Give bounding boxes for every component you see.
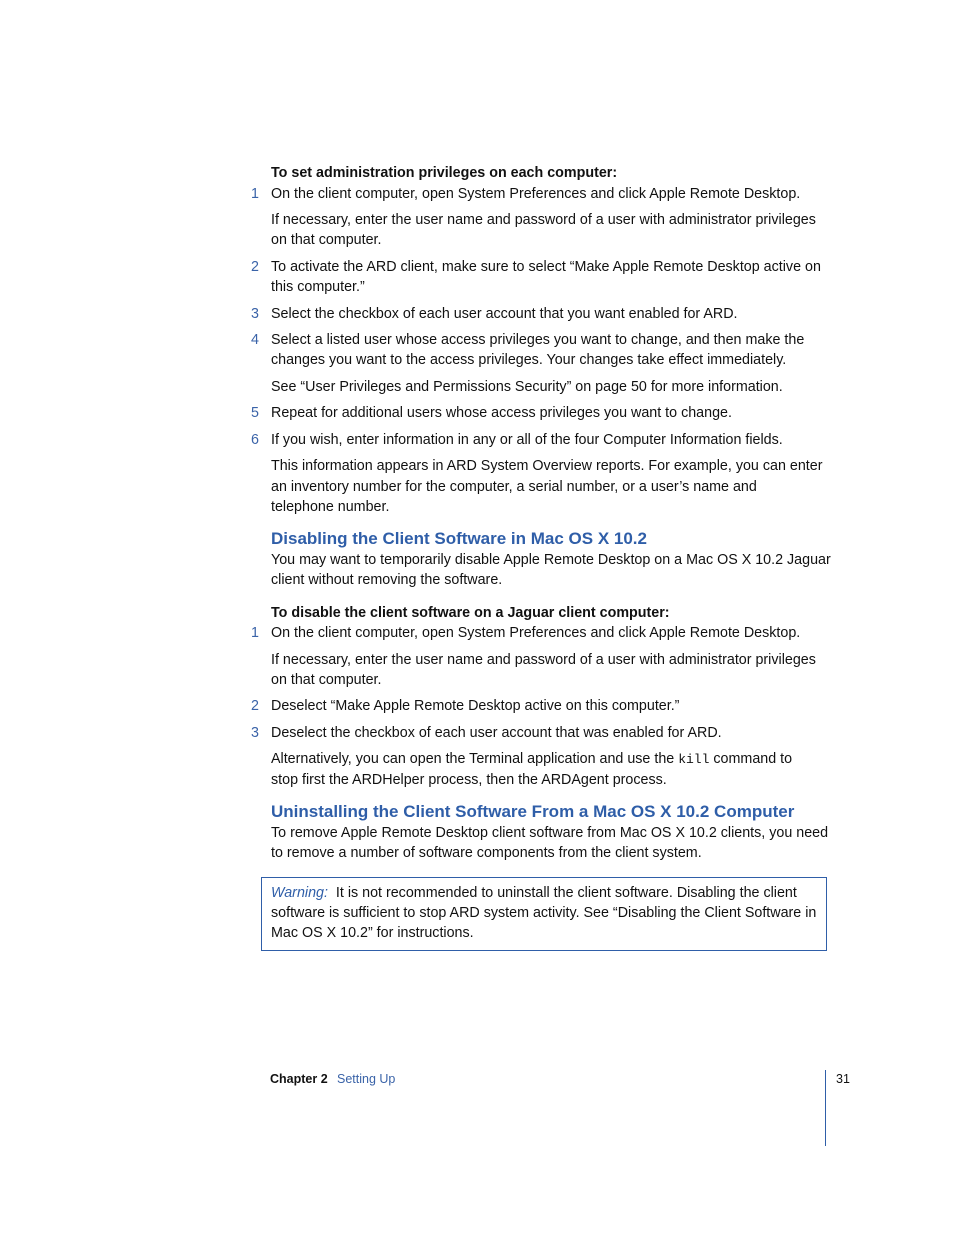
warning-line: Mac OS X 10.2” for instructions. [271, 925, 474, 941]
step-text: this computer.” [271, 279, 365, 295]
step-text: Deselect “Make Apple Remote Desktop active on this computer.” [271, 698, 680, 714]
step-text: To activate the ARD client, make sure to select “Make Apple Remote Desktop active on [271, 259, 821, 275]
step-number: 4 [251, 332, 259, 348]
footer-divider [825, 1070, 826, 1146]
step-number: 1 [251, 186, 259, 202]
footer-chapter-title: Setting Up [337, 1072, 396, 1086]
step-note: an inventory number for the computer, a serial number, or a user’s name and [271, 479, 757, 495]
step-note: If necessary, enter the user name and password of a user with administrator privileges [271, 652, 816, 668]
warning-text [271, 883, 831, 903]
step-note: See “User Privileges and Permissions Security” on page 50 for more information. [271, 379, 783, 395]
step-text: Select the checkbox of each user account that you want enabled for ARD. [271, 306, 738, 322]
procedure-intro: To set administration privileges on each computer: [271, 165, 618, 181]
step-note: on that computer. [271, 232, 382, 248]
step-number: 1 [251, 625, 259, 641]
body-paragraph: to remove a number of software components from the client system. [271, 845, 702, 861]
procedure-intro: To disable the client software on a Jaguar client computer: [271, 605, 670, 621]
warning-line: It is not recommended to uninstall the client software. Disabling the client [335, 885, 797, 901]
alternative-text: command to [709, 751, 793, 767]
body-paragraph: client without removing the software. [271, 572, 503, 588]
step-number: 3 [251, 725, 259, 741]
body-paragraph: You may want to temporarily disable Apple Remote Desktop on a Mac OS X 10.2 Jaguar [271, 552, 831, 568]
step-text: On the client computer, open System Preferences and click Apple Remote Desktop. [271, 186, 801, 202]
step-number: 6 [251, 432, 259, 448]
alternative-note: stop first the ARDHelper process, then the ARDAgent process. [271, 772, 667, 788]
page-number: 31 [836, 1072, 850, 1086]
code-kill: kill [678, 752, 710, 767]
step-number: 3 [251, 306, 259, 322]
body-paragraph: To remove Apple Remote Desktop client software from Mac OS X 10.2 clients, you need [271, 825, 829, 841]
step-number: 2 [251, 259, 259, 275]
footer-chapter: Chapter 2 [270, 1072, 328, 1086]
section-heading: Uninstalling the Client Software From a Mac OS X 10.2 Computer [271, 802, 795, 821]
alternative-note [271, 749, 831, 770]
step-text: Repeat for additional users whose access privileges you want to change. [271, 405, 732, 421]
step-number: 2 [251, 698, 259, 714]
step-note: telephone number. [271, 499, 390, 515]
warning-label: Warning: [271, 885, 328, 901]
step-text: changes you want to the access privileges. Your changes take effect immediately. [271, 352, 787, 368]
step-note: This information appears in ARD System Overview reports. For example, you can enter [271, 458, 823, 474]
step-number: 5 [251, 405, 259, 421]
step-note: on that computer. [271, 672, 382, 688]
section-heading: Disabling the Client Software in Mac OS X 10.2 [271, 529, 647, 548]
alternative-text: Alternatively, you can open the Terminal application and use the [271, 751, 679, 767]
step-note: If necessary, enter the user name and password of a user with administrator privileges [271, 212, 816, 228]
step-text: On the client computer, open System Preferences and click Apple Remote Desktop. [271, 625, 801, 641]
step-text: Select a listed user whose access privileges you want to change, and then make the [271, 332, 805, 348]
step-text: If you wish, enter information in any or all of the four Computer Information fields. [271, 432, 783, 448]
step-text: Deselect the checkbox of each user account that was enabled for ARD. [271, 725, 722, 741]
warning-line: software is sufficient to stop ARD system activity. See “Disabling the Client Software in [271, 905, 817, 921]
